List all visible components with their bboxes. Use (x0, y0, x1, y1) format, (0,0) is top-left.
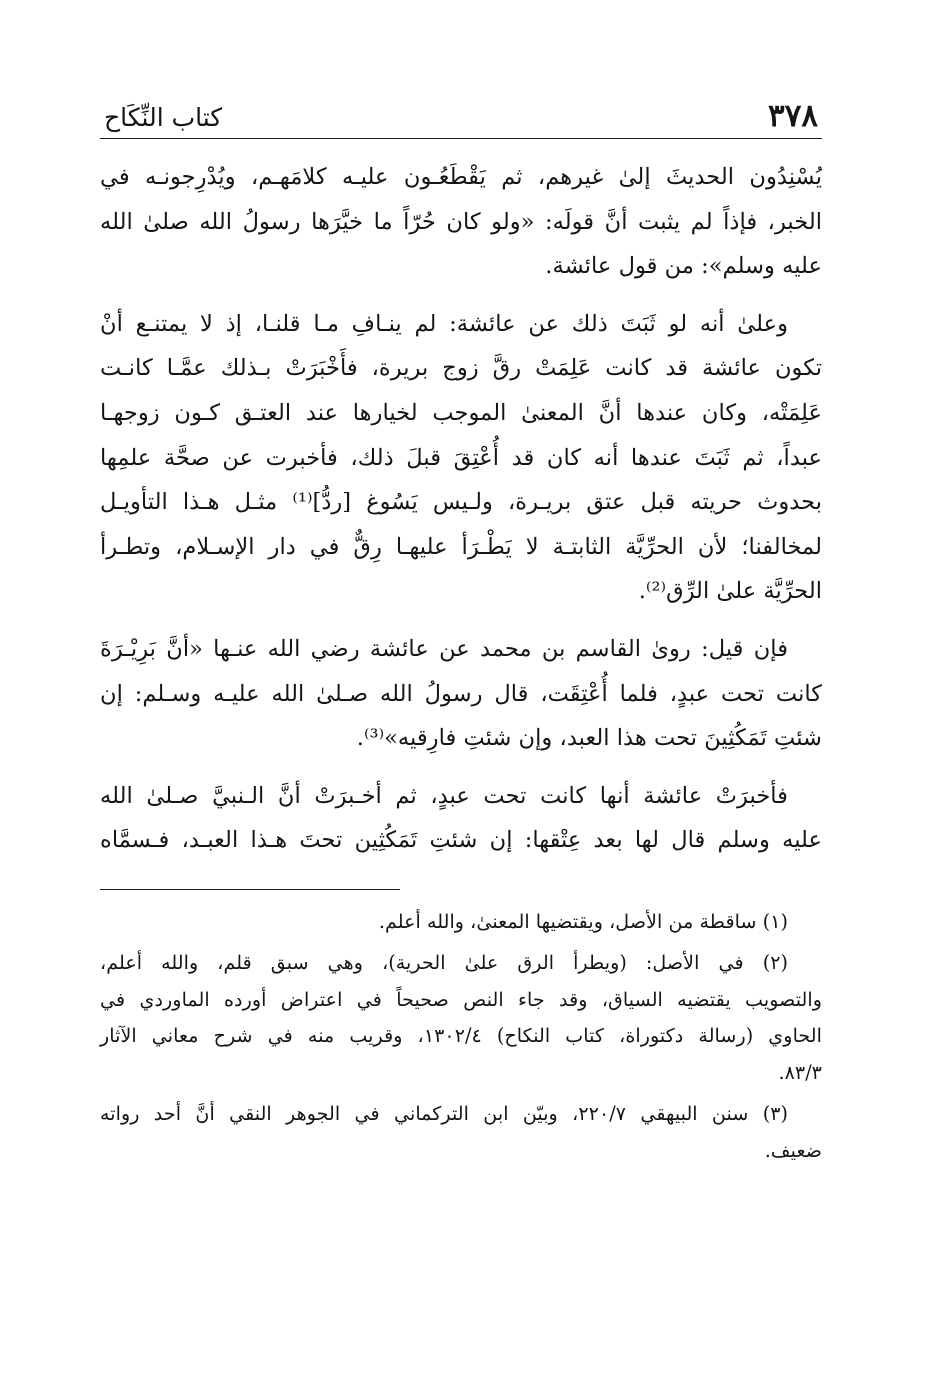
page-header (100, 88, 822, 139)
footnote-1 (100, 904, 822, 941)
text-line: لمخالفنا؛ لأن الحرِّيَّة الثابتـة لا يَطْـرَأ عليهـا رِقٌّ في دار الإسـلام، وتطـرأ (100, 533, 822, 560)
text-line: تكون عائشة قد كانت عَلِمَتْ رقَّ زوج بريرة، فأَخْبَرَتْ بـذلك عمَّـا كانـت (100, 355, 822, 382)
page-number: ٣٧٨ (768, 98, 818, 134)
footnote-line: (٢) في الأصل: (ويطرأ الرق علىٰ الحرية)، وهي سبق قلم، والله أعلم، (100, 951, 788, 975)
paragraph-3 (100, 627, 822, 761)
footnote-line: (٣) سنن البيهقي ٢٢٠/٧، وبيّن ابن التركماني في الجوهر النقي أنَّ أحد رواته (100, 1102, 789, 1126)
paragraph-4 (100, 774, 822, 863)
text-line: فأخبرَتْ عائشة أنها كانت تحت عبدٍ، ثم أخـبرَتْ أنَّ الـنبيَّ صـلىٰ الله (100, 782, 788, 809)
text-line: كانت تحت عبدٍ، فلما أُعْتِقَت، قال رسولُ الله صـلىٰ الله عليـه وسـلم: إن (100, 680, 822, 707)
footnote-3 (100, 1096, 822, 1169)
text-line: عليه وسلم قال لها بعد عِتْقها: إن شئتِ تَمَكُثِين تحتَ هـذا العبـد، فـسمَّاه (100, 827, 822, 854)
text-line: يُسْنِدُون الحديثَ إلىٰ غيرهم، ثم يَقْطَعُـون عليـه كلامَهـم، ويُدْرِجونـه في (100, 164, 822, 190)
main-text (100, 155, 822, 863)
paragraph-2 (100, 302, 822, 614)
footnotes (100, 904, 822, 1170)
text-line: وعلىٰ أنه لو ثَبَتَ ذلك عن عائشة: لم ينـافِ مـا قلنـا، إذ لا يمتنـع أنْ (100, 310, 788, 337)
text-line: بحدوث حريته قبل عتق بريـرة، ولـيس يَسُوغ [ردُّ]⁽¹⁾ مثـل هـذا التأويـل (100, 489, 822, 516)
text-line: عبداً، ثم ثَبَتَ عندها أنه كان قد أُعْتِقَ قبلَ ذلك، فأخبرت عن صحَّة علمِها (100, 444, 822, 471)
running-title: كتاب النِّكَاح (104, 103, 223, 132)
book-page (100, 88, 822, 1174)
footnote-line: والتصويب يقتضيه السياق، وقد جاء النص صحيحاً في اعتراض أورده الماوردي في (100, 987, 822, 1011)
text-line: عَلِمَتْه، وكان عندها أنَّ المعنىٰ الموجب لخيارها عند العتـق كـون زوجهـا (100, 399, 822, 426)
footnote-2 (100, 945, 822, 1091)
footnote-line: ضعيف. (764, 1138, 822, 1162)
text-line: فإن قيل: روىٰ القاسم بن محمد عن عائشة رضي الله عنـها «أنَّ بَرِيْـرَةَ (100, 635, 788, 662)
text-line: الحرِّيَّة علىٰ الرِّق⁽²⁾. (638, 578, 822, 605)
paragraph-1 (100, 155, 822, 289)
footnote-line: الحاوي (رسالة دكتوراة، كتاب النكاح) ١٣٠٢/٤، وقريب منه في شرح معاني الآثار (100, 1024, 822, 1048)
text-line: عليه وسلم»: من قول عائشة. (545, 253, 822, 280)
text-line: شئتِ تَمَكُثِينَ تحت هذا العبد، وإن شئتِ فارِقيه»⁽³⁾. (356, 725, 822, 752)
footnote-separator (100, 889, 400, 890)
footnote-line: ٨٣/٣. (778, 1060, 822, 1084)
footnote-line: (١) ساقطة من الأصل، ويقتضيها المعنىٰ، والله أعلم. (378, 909, 788, 933)
text-line: الخبر، فإذاً لم يثبت أنَّ قولَه: «ولو كان حُرّاً ما خيَّرَها رسولُ الله صلىٰ الله (100, 208, 822, 235)
